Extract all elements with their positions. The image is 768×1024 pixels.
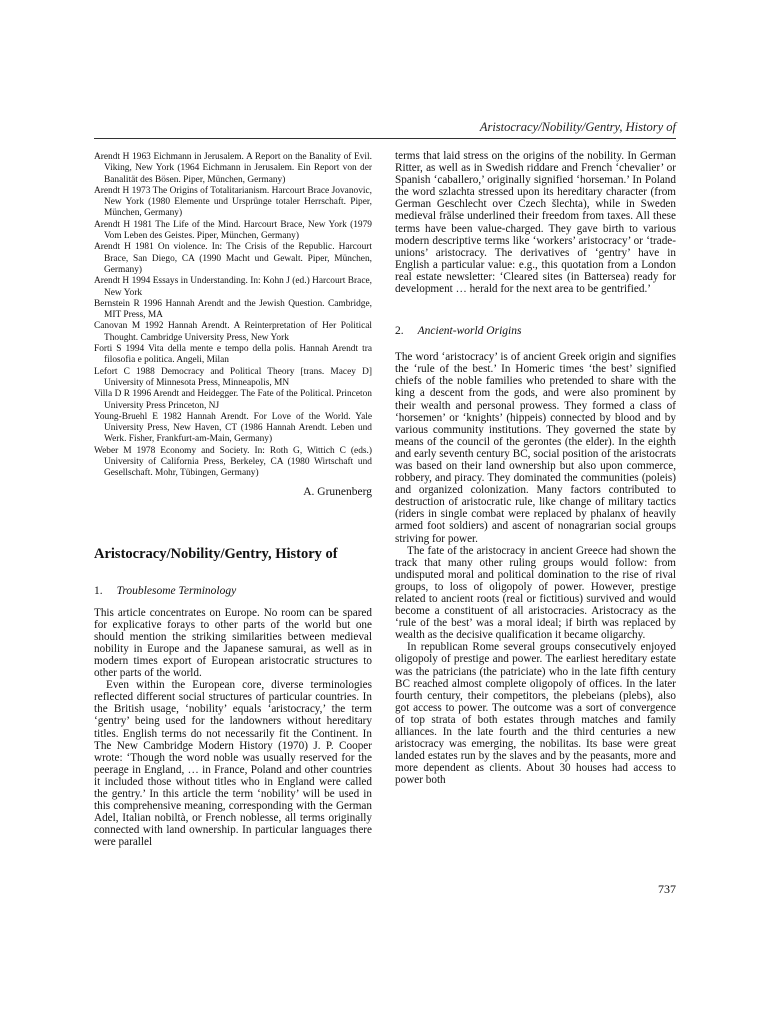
reference-item: Weber M 1978 Economy and Society. In: Roth G, Wittich C (eds.) University of California Press, Berkeley, CA (1980 Wirtschaft und Gesellschaft. Mohr, Tübingen, Germany) bbox=[94, 445, 372, 479]
section-title: Troublesome Terminology bbox=[116, 584, 237, 597]
section-number: 2. bbox=[395, 325, 404, 338]
section-title: Ancient-world Origins bbox=[417, 325, 522, 338]
section-heading bbox=[395, 325, 676, 337]
reference-item: Canovan M 1992 Hannah Arendt. A Reinterpretation of Her Political Thought. Cambridge University Press, New York bbox=[94, 321, 372, 343]
reference-item: Lefort C 1988 Democracy and Political Theory [trans. Macey D] University of Minnesota Press, Minneapolis, MN bbox=[94, 366, 372, 388]
reference-item: Arendt H 1973 The Origins of Totalitarianism. Harcourt Brace Jovanovic, New York (1980 Elemente und Ursprünge totaler Herrschaft. Piper, München, Germany) bbox=[94, 185, 372, 219]
body-paragraph: This article concentrates on Europe. No room can be spared for explicative forays to other parts of the world but one should mention the striking similarities between medieval nobility in Europe and the Japanese samurai, as well as in modern times export of European aristocratic structures to other parts of the world. bbox=[94, 606, 372, 680]
reference-author: A. Grunenberg bbox=[303, 485, 372, 498]
reference-item: Arendt H 1994 Essays in Understanding. In: Kohn J (ed.) Harcourt Brace, New York bbox=[94, 276, 372, 298]
article-title: Aristocracy/Nobility/Gentry, History of bbox=[94, 545, 338, 562]
header-rule bbox=[94, 138, 676, 139]
left-column bbox=[94, 152, 372, 848]
right-column bbox=[395, 150, 676, 787]
reference-item: Arendt H 1963 Eichmann in Jerusalem. A Report on the Banality of Evil. Viking, New York (1964 Eichmann in Jerusalem. Ein Report von der Banalität des Bösen. Piper, München, Germany) bbox=[94, 152, 372, 185]
body-paragraph: In republican Rome several groups consecutively enjoyed oligopoly of prestige and power. The earliest hereditary estate was the patricians (the patriciate) who in the late fifth century BC reached almost complete oligopoly of offices. In the later fourth century, their competitors, the plebeians (plebs), also got access to power. The outcome was a sort of convergence of top strata of both estates through matches and family alliances. In the late fourth and the third centuries a new aristocracy was emerging, the nobilitas. Its base were great landed estates run by the slaves and by the peasants, more and more dependent as clients. About 30 houses had access to power both bbox=[395, 641, 676, 787]
reference-item: Arendt H 1981 On violence. In: The Crisis of the Republic. Harcourt Brace, San Diego, CA (1990 Macht und Gewalt. Piper, München, Germany) bbox=[94, 242, 372, 275]
body-paragraph: terms that laid stress on the origins of the nobility. In German Ritter, as well as in Swedish riddare and French ‘chevalier’ or Spanish ‘caballero,’ originally signified ‘horseman.’ In Poland the word szlachta stressed upon its hereditary character (from German Geschlecht over Czech šlechta), while in Sweden medieval frälse underlined their freedom from taxes. All these terms have been value-charged. They gave birth to various modern descriptive terms like ‘workers’ aristocracy’ or ‘trade-unions’ aristocracy. The derivatives of ‘gentry’ have in English a particular value: e.g., this quotation from a London real estate newsletter: ‘Cleared sites (in Battersea) ready for development … herald for the next area to be gentrified.’ bbox=[395, 150, 676, 296]
reference-item: Bernstein R 1996 Hannah Arendt and the Jewish Question. Cambridge, MIT Press, MA bbox=[94, 298, 372, 321]
reference-item: Young-Bruehl E 1982 Hannah Arendt. For Love of the World. Yale University Press, New Haven, CT (1986 Hannah Arendt. Leben und Werk. Fisher, Frankfurt-am-Main, Germany) bbox=[94, 411, 372, 445]
body-paragraph: The fate of the aristocracy in ancient Greece had shown the track that many other ruling groups would follow: from undisputed moral and political domination to the rise of rival groups, to loss of oligopoly of power. However, prestige related to ancient roots (real or fictitious) survived and would become a constituent of all aristocracies. Aristocracy as the ‘rule of the best’ was a moral ideal; if birth was replaced by wealth as the decisive qualification it became oligarchy. bbox=[395, 544, 676, 642]
section-heading bbox=[94, 585, 372, 597]
reference-list bbox=[94, 152, 372, 480]
section-number: 1. bbox=[94, 584, 103, 597]
reference-item: Forti S 1994 Vita della mente e tempo della polis. Hannah Arendt tra filosofia e politica. Angeli, Milan bbox=[94, 344, 372, 366]
reference-item: Villa D R 1996 Arendt and Heidegger. The Fate of the Political. Princeton University Press Princeton, NJ bbox=[94, 389, 372, 411]
page-number: 737 bbox=[658, 882, 676, 896]
body-paragraph: Even within the European core, diverse terminologies reflected different social structures of particular countries. In the British usage, ‘nobility’ equals ‘aristocracy,’ the term ‘gentry’ being used for the landowners without hereditary titles. English terms do not necessarily fit the Continent. In The New Cambridge Modern History (1970) J. P. Cooper wrote: ‘Though the word noble was usually reserved for the peerage in England, … in France, Poland and other countries it included those without titles who in England were called the gentry.’ In this article the term ‘nobility’ will be used in this comprehensive meaning, corresponding with the German Adel, Italian nobiltà, or French noblesse, all terms originally connected with land ownership. In particular languages there were parallel bbox=[94, 679, 372, 849]
running-head: Aristocracy/Nobility/Gentry, History of bbox=[479, 120, 676, 134]
reference-item: Arendt H 1981 The Life of the Mind. Harcourt Brace, New York (1979 Vom Leben des Geistes. Piper, München, Germany) bbox=[94, 219, 372, 242]
body-paragraph: The word ‘aristocracy’ is of ancient Greek origin and signifies the ‘rule of the best.’ In Homeric times ‘the best’ signified chiefs of the noble families who pretended to share with the king a descent from the gods, and were also prominent by their wealth and personal prowess. They formed a class of ‘horsemen’ or ‘knights’ (hippeis) connected by blood and by various community institutions. They governed the state by means of the council of the gerontes (the elder). In the eighth and early seventh century BC, social position of the aristocrats was based on their land ownership but also upon commerce, robbery, and piracy. They dominated the communities (poleis) and organized colonization. Many factors contributed to destruction of aristocratic rule, like change of military tactics (riders in single combat were replaced by phalanx of heavily armed foot soldiers) and ascent of nonagrarian social groups striving for power. bbox=[395, 351, 676, 545]
